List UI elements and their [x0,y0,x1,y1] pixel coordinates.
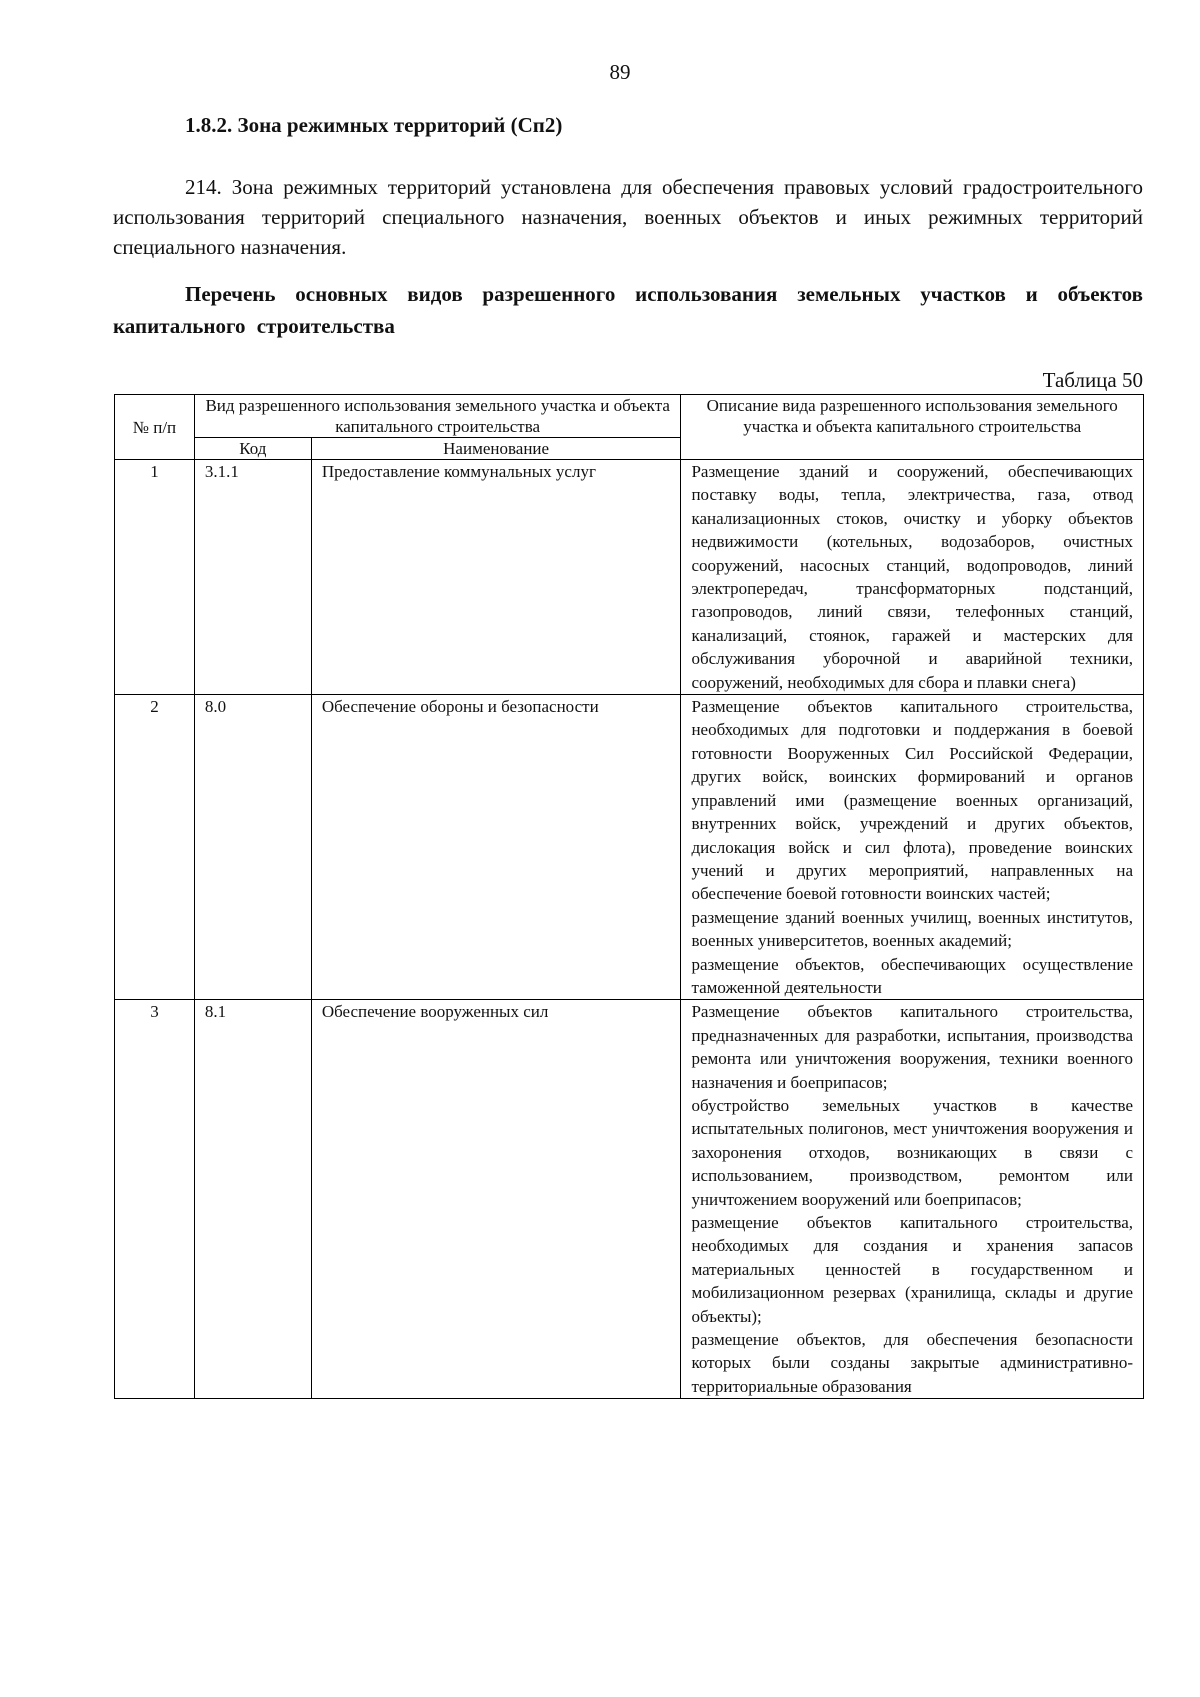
header-description: Описание вида разрешенного использования земельного участка и объекта капитального строительства [681,395,1144,460]
row-description: Размещение зданий и сооружений, обеспечивающих поставку воды, тепла, электричества, газа, отвод канализационных стоков, очистку и уборку объектов недвижимости (котельных, водозаборов, очистных сооружений, насосных станций, водопроводов, линий электропередач, трансформаторных подстанций, газопроводов, линий связи, телефонных станций, канализаций, стоянок, гаражей и мастерских для обслуживания уборочной и аварийной техники, сооружений, необходимых для сбора и плавки снега) [681,460,1144,695]
paragraph-text: 214. Зона режимных территорий установлена для обеспечения правовых условий градостроительного использования территорий специального назначения, военных объектов и иных режимных территорий специального назначения. [113,175,1143,259]
table-row [115,1000,1144,1399]
row-name: Обеспечение обороны и безопасности [311,695,681,1000]
row-name: Предоставление коммунальных услуг [311,460,681,695]
description-part: Размещение объектов капитального строительства, необходимых для подготовки и поддержания в боевой готовности Вооруженных Сил Российской Федерации, других войск, воинских формирований и органов управлений ими (размещение военных организаций, внутренних войск, учреждений и других объектов, дислокация войск и сил флота), проведение воинских учений и других мероприятий, направленных на обеспечение боевой готовности воинских частей; [691,697,1133,904]
list-title-text: Перечень основных видов разрешенного использования земельных участков и объектов капитального строительства [113,282,1143,338]
description-part: Размещение объектов капитального строительства, предназначенных для разработки, испытания, производства ремонта или уничтожения вооружения, техники военного назначения и боеприпасов; [691,1002,1133,1092]
row-code: 8.0 [194,695,311,1000]
table-caption: Таблица 50 [1042,368,1143,392]
header-num: № п/п [115,395,195,460]
header-kind: Вид разрешенного использования земельного участка и объекта капитального строительства [194,395,681,438]
section-title: 1.8.2. Зона режимных территорий (Сп2) [185,113,563,137]
description-part: размещение объектов, для обеспечения безопасности которых были созданы закрытые административно-территориальные образования [691,1330,1133,1396]
permitted-use-table [114,394,1144,1399]
header-name: Наименование [311,438,681,460]
body-paragraph [113,172,1143,262]
row-code: 3.1.1 [194,460,311,695]
row-code: 8.1 [194,1000,311,1399]
description-part: размещение зданий военных училищ, военных институтов, военных университетов, военных академий; [691,907,1133,951]
row-description [681,1000,1144,1399]
row-name: Обеспечение вооруженных сил [311,1000,681,1399]
description-part: размещение объектов капитального строительства, необходимых для создания и хранения запасов материальных ценностей в государственном и мобилизационном резервах (хранилища, склады и другие объекты); [691,1213,1133,1326]
list-title [113,278,1143,342]
row-num: 3 [115,1000,195,1399]
row-num: 2 [115,695,195,1000]
table-row [115,460,1144,695]
row-num: 1 [115,460,195,695]
table-row [115,695,1144,1000]
row-description [681,695,1144,1000]
description-part: обустройство земельных участков в качестве испытательных полигонов, мест уничтожения вооружения и захоронения отходов, возникающих в связи с использованием, производством, ремонтом или уничтожением вооружений или боеприпасов; [691,1095,1133,1209]
page-number: 89 [609,60,631,84]
table-header-row [115,395,1144,438]
header-code: Код [194,438,311,460]
description-part: размещение объектов, обеспечивающих осуществление таможенной деятельности [691,954,1133,997]
